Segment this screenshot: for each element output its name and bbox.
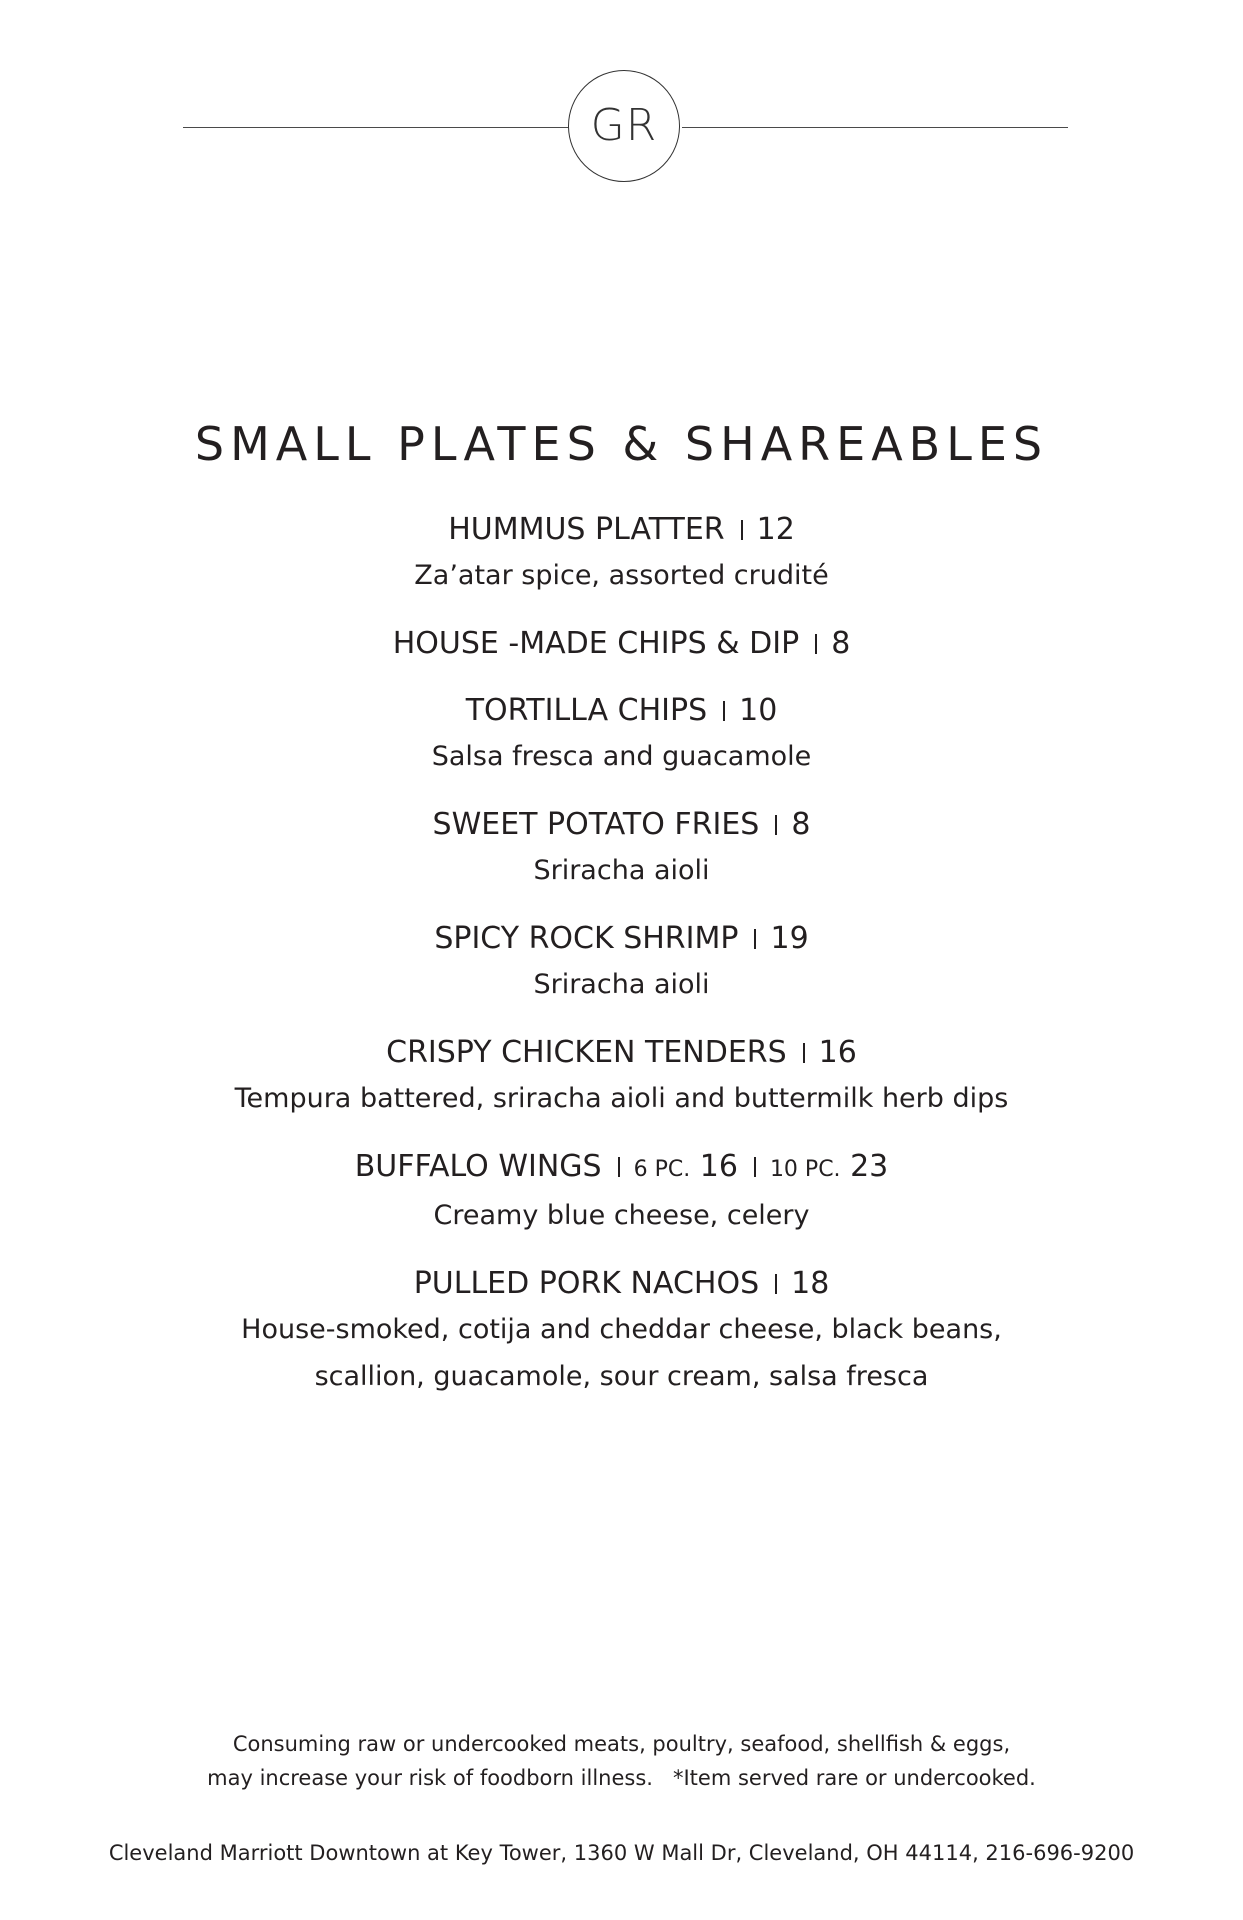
price-separator xyxy=(754,1157,756,1177)
portion-size: 6 PC. xyxy=(633,1157,691,1182)
logo-rule-right xyxy=(682,127,1068,128)
item-description: Sriracha aioli xyxy=(533,855,710,886)
item-description: Sriracha aioli xyxy=(533,969,710,1000)
item-price: 10 xyxy=(739,693,778,728)
logo-text: GR xyxy=(590,100,658,151)
item-description: scallion, guacamole, sour cream, salsa fresca xyxy=(314,1361,929,1392)
item-name: HUMMUS PLATTER xyxy=(448,512,725,547)
menu-item-pulled-pork-nachos xyxy=(0,1262,1243,1400)
item-description: Salsa fresca and guacamole xyxy=(431,741,812,772)
item-name: SWEET POTATO FRIES xyxy=(432,807,760,842)
section-title: SMALL PLATES & SHAREABLES xyxy=(194,417,1049,471)
menu-item-hummus-platter xyxy=(0,508,1243,599)
menu-list xyxy=(0,508,1243,1400)
price-separator xyxy=(741,520,743,540)
menu-item-buffalo-wings xyxy=(0,1145,1243,1239)
menu-item-tortilla-chips xyxy=(0,689,1243,780)
item-name: HOUSE -MADE CHIPS & DIP xyxy=(392,626,800,661)
item-price: 8 xyxy=(831,626,851,661)
item-description: House-smoked, cotija and cheddar cheese, black beans, xyxy=(241,1314,1002,1345)
item-name: SPICY ROCK SHRIMP xyxy=(434,921,739,956)
menu-item-house-made-chips xyxy=(0,622,1243,666)
menu-item-sweet-potato-fries xyxy=(0,803,1243,894)
price-separator xyxy=(618,1157,620,1177)
price-separator xyxy=(815,634,817,654)
item-price: 18 xyxy=(791,1266,830,1301)
item-price: 19 xyxy=(770,921,809,956)
gr-logo xyxy=(568,70,680,182)
item-price: 16 xyxy=(699,1149,738,1184)
item-name: CRISPY CHICKEN TENDERS xyxy=(386,1035,787,1070)
item-description: Za’atar spice, assorted crudité xyxy=(414,560,829,591)
item-description: Creamy blue cheese, celery xyxy=(433,1200,810,1231)
price-separator xyxy=(803,1043,805,1063)
logo-rule-left xyxy=(183,127,568,128)
item-price: 23 xyxy=(850,1149,889,1184)
food-safety-disclaimer xyxy=(0,1727,1243,1795)
item-description: Tempura battered, sriracha aioli and buttermilk herb dips xyxy=(234,1083,1009,1114)
price-separator xyxy=(723,701,725,721)
portion-size: 10 PC. xyxy=(769,1157,841,1182)
price-separator xyxy=(775,1274,777,1294)
disclaimer-line: may increase your risk of foodborn illness. *Item served rare or undercooked. xyxy=(207,1766,1036,1790)
item-name: BUFFALO WINGS xyxy=(354,1149,602,1184)
item-price: 16 xyxy=(818,1035,857,1070)
item-price: 12 xyxy=(756,512,795,547)
item-price: 8 xyxy=(791,807,811,842)
item-name: PULLED PORK NACHOS xyxy=(413,1266,760,1301)
menu-item-spicy-rock-shrimp xyxy=(0,917,1243,1008)
item-name: TORTILLA CHIPS xyxy=(465,693,708,728)
footer-address: Cleveland Marriott Downtown at Key Tower, 1360 W Mall Dr, Cleveland, OH 44114, 216-696-9200 xyxy=(108,1841,1135,1865)
disclaimer-line: Consuming raw or undercooked meats, poultry, seafood, shellfish & eggs, xyxy=(232,1732,1011,1756)
menu-item-crispy-chicken-tenders xyxy=(0,1031,1243,1122)
price-separator xyxy=(754,929,756,949)
price-separator xyxy=(775,815,777,835)
